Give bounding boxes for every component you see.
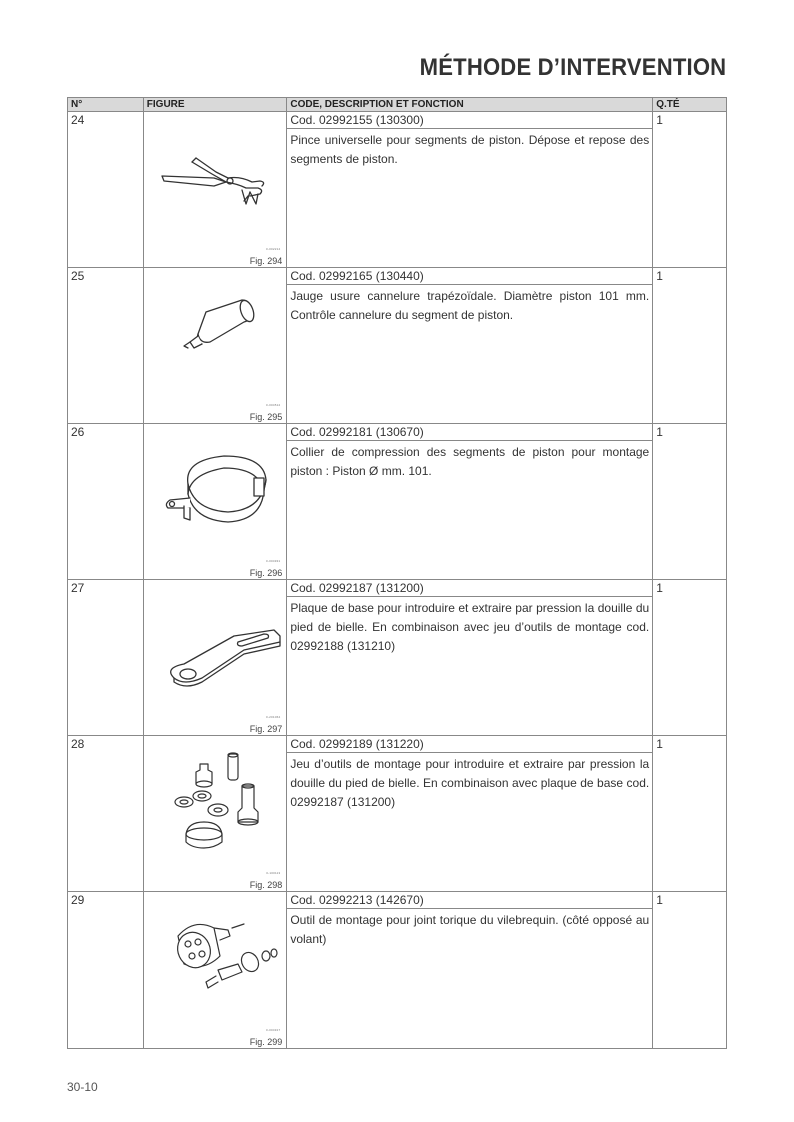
quantity: 1 — [656, 425, 663, 439]
part-description: Pince universelle pour segments de piston. Dépose et repose des segments de piston. — [290, 133, 650, 166]
figure-ref-code: 0-100113 — [266, 871, 281, 875]
quantity: 1 — [656, 737, 663, 751]
figure-ref-code: 0-004917 — [266, 1028, 281, 1032]
part-description: Jauge usure cannelure trapézoïdale. Diamètre piston 101 mm. Contrôle cannelure du segment de piston. — [290, 289, 650, 322]
groove-gauge-icon — [154, 282, 284, 392]
table-header — [68, 98, 726, 112]
table-row — [68, 424, 726, 580]
page-number: 30-10 — [67, 1080, 98, 1094]
quantity: 1 — [656, 893, 663, 907]
header-code: CODE, DESCRIPTION ET FONCTION — [287, 98, 653, 111]
part-code: Cod. 02992189 (131220) — [287, 736, 652, 753]
figure-ref-code: 0-004931 — [266, 559, 281, 563]
part-description: Outil de montage pour joint torique du vilebrequin. (côté opposé au volant) — [290, 913, 650, 946]
table-row — [68, 892, 726, 1048]
row-number: 27 — [71, 581, 85, 595]
figure-label: Fig. 295 — [249, 412, 283, 422]
quantity: 1 — [656, 581, 663, 595]
bushing-tool-set-icon — [154, 750, 284, 860]
part-code: Cod. 02992213 (142670) — [287, 892, 652, 909]
figure-ref-code: 0-201064 — [266, 715, 281, 719]
header-qty: Q.TÉ — [656, 99, 680, 110]
part-code: Cod. 02992155 (130300) — [287, 112, 652, 129]
row-number: 29 — [71, 893, 85, 907]
header-num: N° — [68, 98, 144, 111]
part-code: Cod. 02992181 (130670) — [287, 424, 652, 441]
row-number: 26 — [71, 425, 85, 439]
o-ring-installer-icon — [154, 906, 284, 1016]
header-figure: FIGURE — [144, 98, 288, 111]
table-row — [68, 580, 726, 736]
table-row — [68, 268, 726, 424]
part-description: Jeu d’outils de montage pour introduire et extraire par pression la douille du pied de bielle. En combinaison avec plaque de base cod. 02992187 (131200) — [290, 757, 650, 809]
figure-label: Fig. 299 — [249, 1037, 283, 1047]
figure-ref-code: 0-002214 — [266, 247, 281, 251]
table-row — [68, 736, 726, 892]
part-description: Plaque de base pour introduire et extraire par pression la douille du pied de bielle. En combinaison avec jeu d’outils de montage cod. 02992188 (131210) — [290, 601, 650, 653]
base-plate-icon — [154, 594, 284, 704]
tools-table — [67, 97, 727, 1049]
page-title: MÉTHODE D’INTERVENTION — [419, 54, 726, 81]
figure-label: Fig. 296 — [249, 568, 283, 578]
row-number: 24 — [71, 113, 85, 127]
table-row — [68, 112, 726, 268]
quantity: 1 — [656, 113, 663, 127]
figure-label: Fig. 297 — [249, 724, 283, 734]
row-number: 28 — [71, 737, 85, 751]
row-number: 25 — [71, 269, 85, 283]
figure-ref-code: 0-004512 — [266, 403, 281, 407]
part-code: Cod. 02992187 (131200) — [287, 580, 652, 597]
ring-compressor-icon — [154, 438, 284, 548]
part-description: Collier de compression des segments de piston pour montage piston : Piston Ø mm. 101. — [290, 445, 650, 478]
quantity: 1 — [656, 269, 663, 283]
figure-label: Fig. 298 — [249, 880, 283, 890]
part-code: Cod. 02992165 (130440) — [287, 268, 652, 285]
piston-ring-pliers-icon — [154, 126, 284, 236]
figure-label: Fig. 294 — [249, 256, 283, 266]
